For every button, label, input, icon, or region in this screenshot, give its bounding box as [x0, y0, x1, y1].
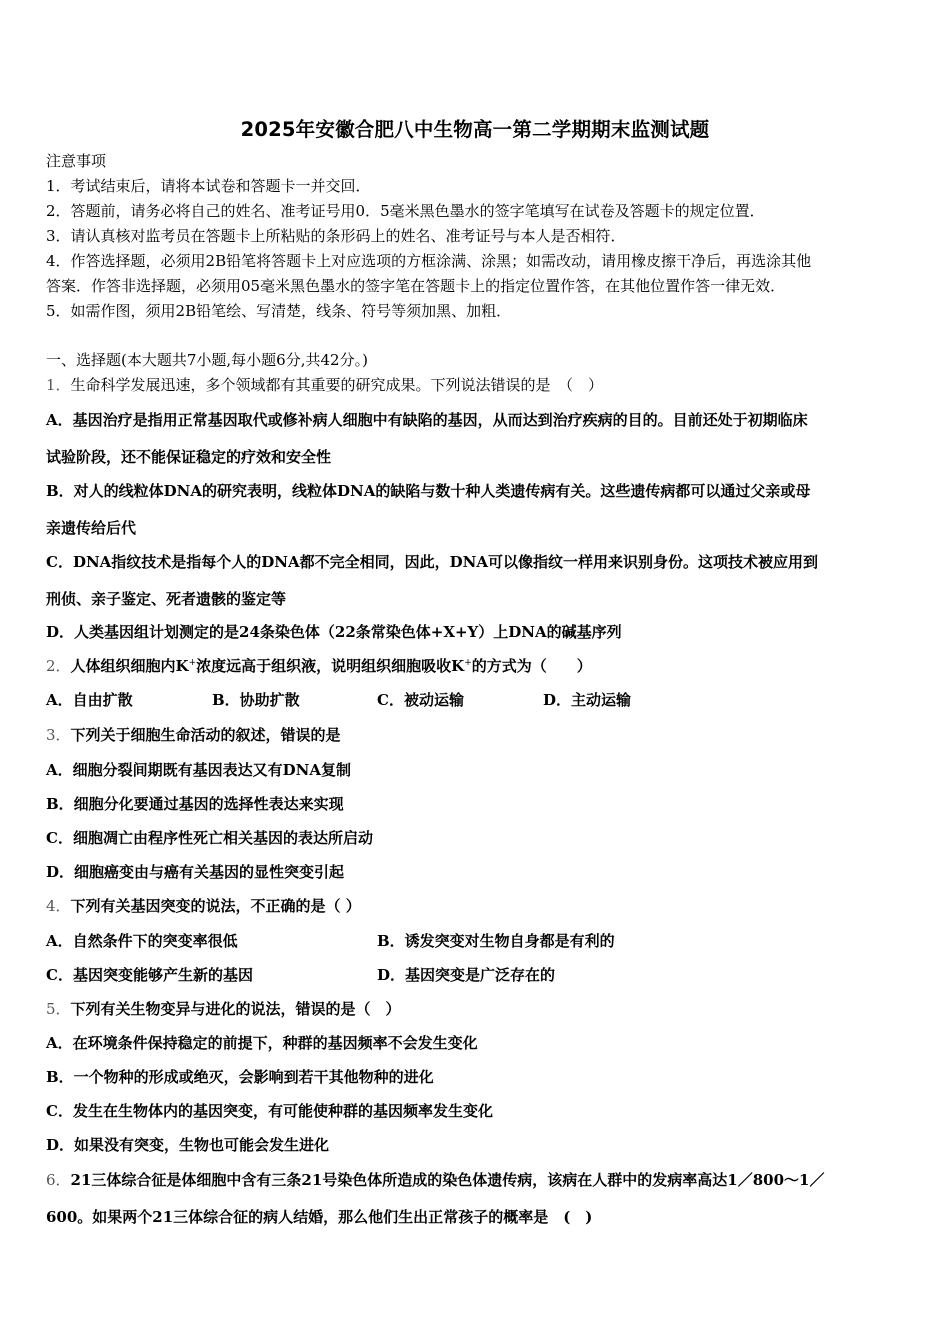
q1-option-a-cont: 试验阶段，还不能保证稳定的疗效和安全性	[46, 448, 332, 466]
notice-item: 1．考试结束后，请将本试卷和答题卡一并交回．	[46, 177, 371, 195]
question-stem: 下列有关基因突变的说法，不正确的是（ ）	[70, 897, 361, 915]
question-stem: 21三体综合征是体细胞中含有三条21号染色体所造成的染色体遗传病，该病在人群中的发病率高达1／800～1／	[70, 1171, 825, 1189]
q5-option-b: B．一个物种的形成或绝灭，会影响到若干其他物种的进化	[46, 1068, 434, 1086]
question-number: 3．	[46, 726, 71, 744]
q5-option-d: D．如果没有突变，生物也可能会发生进化	[46, 1136, 330, 1154]
q4-option-a: A．自然条件下的突变率很低	[46, 932, 238, 950]
q3-option-d: D．细胞癌变由与癌有关基因的显性突变引起	[46, 863, 345, 881]
question-stem: 下列有关生物变异与进化的说法，错误的是（ ）	[70, 1000, 401, 1018]
notice-item: 2．答题前，请务必将自己的姓名、准考证号用0．5毫米黑色墨水的签字笔填写在试卷及答题卡的规定位置．	[46, 202, 765, 220]
question-3	[46, 725, 341, 745]
q3-option-a: A．细胞分裂间期既有基因表达又有DNA复制	[46, 761, 351, 779]
question-number: 2．	[46, 657, 71, 675]
question-stem: 下列关于细胞生命活动的叙述，错误的是	[70, 726, 341, 744]
q1-option-a: A．基因治疗是指用正常基因取代或修补病人细胞中有缺陷的基因，从而达到治疗疾病的目的。目前还处于初期临床	[46, 411, 808, 429]
question-5	[46, 999, 401, 1019]
q2-option-b: B．协助扩散	[212, 691, 300, 709]
notice-heading: 注意事项	[46, 152, 107, 170]
q1-option-b: B．对人的线粒体DNA的研究表明，线粒体DNA的缺陷与数十种人类遗传病有关。这些遗传病都可以通过父亲或母	[46, 482, 811, 500]
q2-option-c: C．被动运输	[377, 691, 464, 709]
q3-option-b: B．细胞分化要通过基因的选择性表达来实现	[46, 795, 344, 813]
notice-item: 3．请认真核对监考员在答题卡上所粘贴的条形码上的姓名、准考证号与本人是否相符．	[46, 227, 626, 245]
q5-option-a: A．在环境条件保持稳定的前提下，种群的基因频率不会发生变化	[46, 1034, 478, 1052]
q4-option-c: C．基因突变能够产生新的基因	[46, 966, 253, 984]
question-4	[46, 896, 361, 916]
q2-option-a: A．自由扩散	[46, 691, 133, 709]
q1-option-b-cont: 亲遗传给后代	[46, 519, 137, 537]
page-title: 2025年安徽合肥八中生物高一第二学期期末监测试题	[240, 118, 710, 141]
question-6-cont: 600。如果两个21三体综合征的病人结婚，那么他们生出正常孩子的概率是 ( )	[46, 1208, 593, 1226]
question-number: 1．	[46, 376, 71, 394]
superscript: +	[464, 658, 472, 668]
question-stem: 生命科学发展迅速，多个领域都有其重要的研究成果。下列说法错误的是 （ ）	[70, 376, 604, 394]
question-stem-part: 的方式为（ ）	[471, 657, 592, 675]
question-2	[46, 656, 592, 676]
section-heading: 一、选择题(本大题共7小题,每小题6分,共42分。)	[46, 351, 368, 369]
q2-option-d: D．主动运输	[543, 691, 632, 709]
superscript: +	[188, 658, 197, 668]
q1-option-c: C．DNA指纹技术是指每个人的DNA都不完全相同，因此，DNA可以像指纹一样用来识别身份。这项技术被应用到	[46, 553, 819, 571]
question-6	[46, 1170, 825, 1190]
q4-option-b: B．诱发突变对生物自身都是有利的	[377, 932, 615, 950]
question-stem-part: 浓度远高于组织液，说明组织细胞吸收K	[196, 657, 465, 675]
q4-option-d: D．基因突变是广泛存在的	[377, 966, 556, 984]
notice-item: 答案．作答非选择题，必须用05毫米黑色墨水的签字笔在答题卡上的指定位置作答，在其他位置作答一律无效．	[46, 277, 786, 295]
notice-item: 4．作答选择题，必须用2B铅笔将答题卡上对应选项的方框涂满、涂黑；如需改动，请用橡皮擦干净后，再选涂其他	[46, 252, 812, 270]
q3-option-c: C．细胞凋亡由程序性死亡相关基因的表达所启动	[46, 829, 373, 847]
question-number: 4．	[46, 897, 71, 915]
question-number: 6．	[46, 1171, 71, 1189]
question-1	[46, 375, 603, 395]
q1-option-c-cont: 刑侦、亲子鉴定、死者遗骸的鉴定等	[46, 590, 287, 608]
notice-item: 5．如需作图，须用2B铅笔绘、写清楚，线条、符号等须加黑、加粗．	[46, 302, 512, 320]
q1-option-d: D．人类基因组计划测定的是24条染色体（22条常染色体+X+Y）上DNA的碱基序列	[46, 623, 622, 641]
question-stem-part: 人体组织细胞内K	[70, 657, 189, 675]
q5-option-c: C．发生在生物体内的基因突变，有可能使种群的基因频率发生变化	[46, 1102, 493, 1120]
question-number: 5．	[46, 1000, 71, 1018]
